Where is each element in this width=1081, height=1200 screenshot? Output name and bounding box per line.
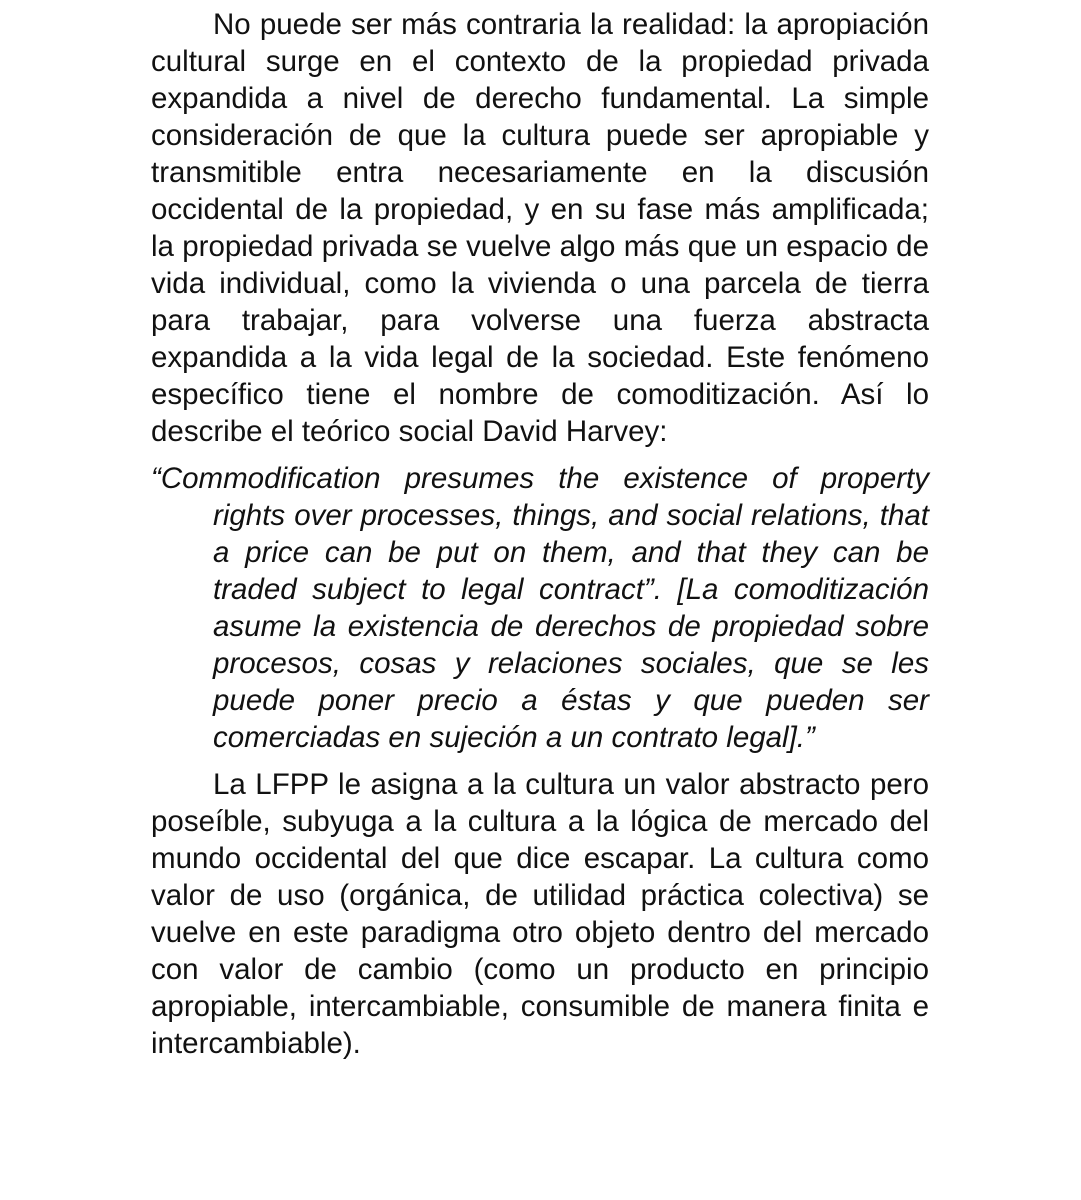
- document-page: [151, 6, 929, 1062]
- body-paragraph-1: No puede ser más contraria la realidad: la apropiación cultural surge en el contexto de la propiedad privada expandida a nivel de derecho fundamental. La simple consideración de que la cultura puede ser apropiable y transmitible entra necesariamente en la discusión occidental de la propiedad, y en su fase más amplificada; la propiedad privada se vuelve algo más que un espacio de vida individual, como la vivienda o una parcela de tierra para trabajar, para volverse una fuerza abstracta expandida a la vida legal de la sociedad. Este fenómeno específico tiene el nombre de comoditización. Así lo describe el teórico social David Harvey:: [151, 8, 929, 448]
- body-paragraph-2: La LFPP le asigna a la cultura un valor abstracto pero poseíble, subyuga a la cultura a la lógica de mercado del mundo occidental del que dice escapar. La cultura como valor de uso (orgánica, de utilidad práctica colectiva) se vuelve en este paradigma otro objeto dentro del mercado con valor de cambio (como un producto en principio apropiable, intercambiable, consumible de manera finita e intercambiable).: [151, 768, 929, 1060]
- block-quote: “Commodification presumes the existence of property rights over processes, things, and social relations, that a price can be put on them, and that they can be traded subject to legal contract”. [La comoditización asume la existencia de derechos de propiedad sobre procesos, cosas y relaciones sociales, que se les puede poner precio a éstas y que pueden ser comerciadas en sujeción a un contrato legal].”: [151, 462, 929, 754]
